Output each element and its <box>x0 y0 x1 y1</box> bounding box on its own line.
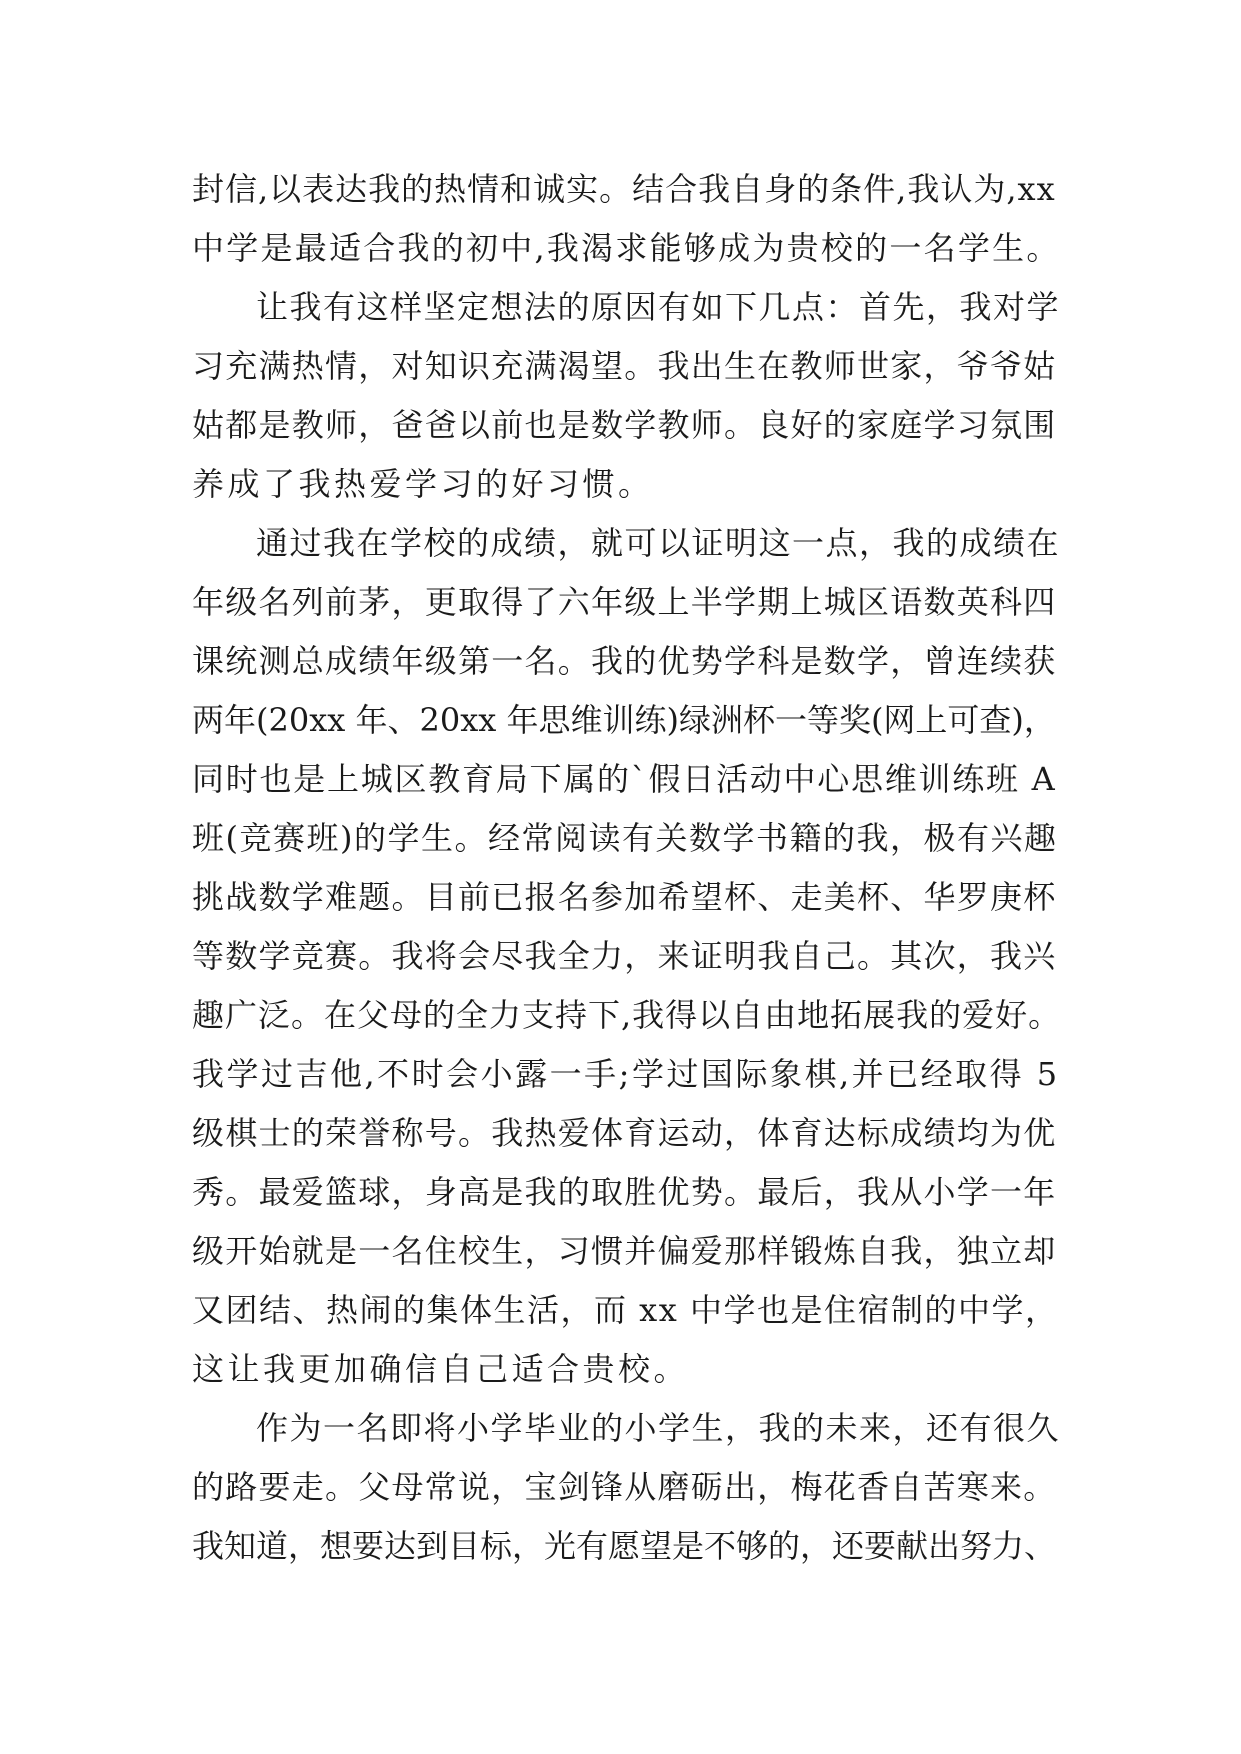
paragraph-first-line: 让我有这样坚定想法的原因有如下几点：首先，我对学 <box>256 288 1061 326</box>
text-line: 两年(20xx 年、20xx 年思维训练)绿洲杯一等奖(网上可查)， <box>192 701 1056 739</box>
body-text <box>192 160 1062 1576</box>
text-line: 这让我更加确信自己适合贵校。 <box>192 1350 690 1388</box>
text-line: 等数学竞赛。我将会尽我全力，来证明我自己。其次，我兴 <box>192 937 1057 975</box>
text-line: 封信,以表达我的热情和诚实。结合我自身的条件,我认为,xx <box>192 170 1056 208</box>
text-line: 同时也是上城区教育局下属的`假日活动中心思维训练班 A <box>192 760 1057 798</box>
text-line: 姑都是教师，爸爸以前也是数学教师。良好的家庭学习氛围 <box>192 406 1057 444</box>
text-line: 我知道，想要达到目标，光有愿望是不够的，还要献出努力、 <box>192 1527 1057 1565</box>
text-line: 习充满热情，对知识充满渴望。我出生在教师世家，爷爷姑 <box>192 347 1057 385</box>
text-line: 趣广泛。在父母的全力支持下,我得以自由地拓展我的爱好。 <box>192 996 1062 1034</box>
text-line: 我学过吉他,不时会小露一手;学过国际象棋,并已经取得 5 <box>192 1055 1060 1093</box>
text-line: 级开始就是一名住校生，习惯并偏爱那样锻炼自我，独立却 <box>192 1232 1057 1270</box>
text-line: 又团结、热闹的集体生活，而 xx 中学也是住宿制的中学， <box>192 1291 1059 1329</box>
paragraph-first-line: 通过我在学校的成绩，就可以证明这一点，我的成绩在 <box>256 524 1061 562</box>
text-line: 班(竞赛班)的学生。经常阅读有关数学书籍的我，极有兴趣 <box>192 819 1058 857</box>
text-line: 的路要走。父母常说，宝剑锋从磨砺出，梅花香自苦寒来。 <box>192 1468 1057 1506</box>
text-line: 养成了我热爱学习的好习惯。 <box>192 465 654 503</box>
text-line: 年级名列前茅，更取得了六年级上半学期上城区语数英科四 <box>192 583 1057 621</box>
text-line: 级棋士的荣誉称号。我热爱体育运动，体育达标成绩均为优 <box>192 1114 1057 1152</box>
text-line: 秀。最爱篮球，身高是我的取胜优势。最后，我从小学一年 <box>192 1173 1057 1211</box>
text-line: 课统测总成绩年级第一名。我的优势学科是数学，曾连续获 <box>192 642 1057 680</box>
text-line: 挑战数学难题。目前已报名参加希望杯、走美杯、华罗庚杯 <box>192 878 1057 916</box>
paragraph-first-line: 作为一名即将小学毕业的小学生，我的未来，还有很久 <box>256 1409 1061 1447</box>
text-line: 中学是最适合我的初中,我渴求能够成为贵校的一名学生。 <box>192 229 1061 267</box>
